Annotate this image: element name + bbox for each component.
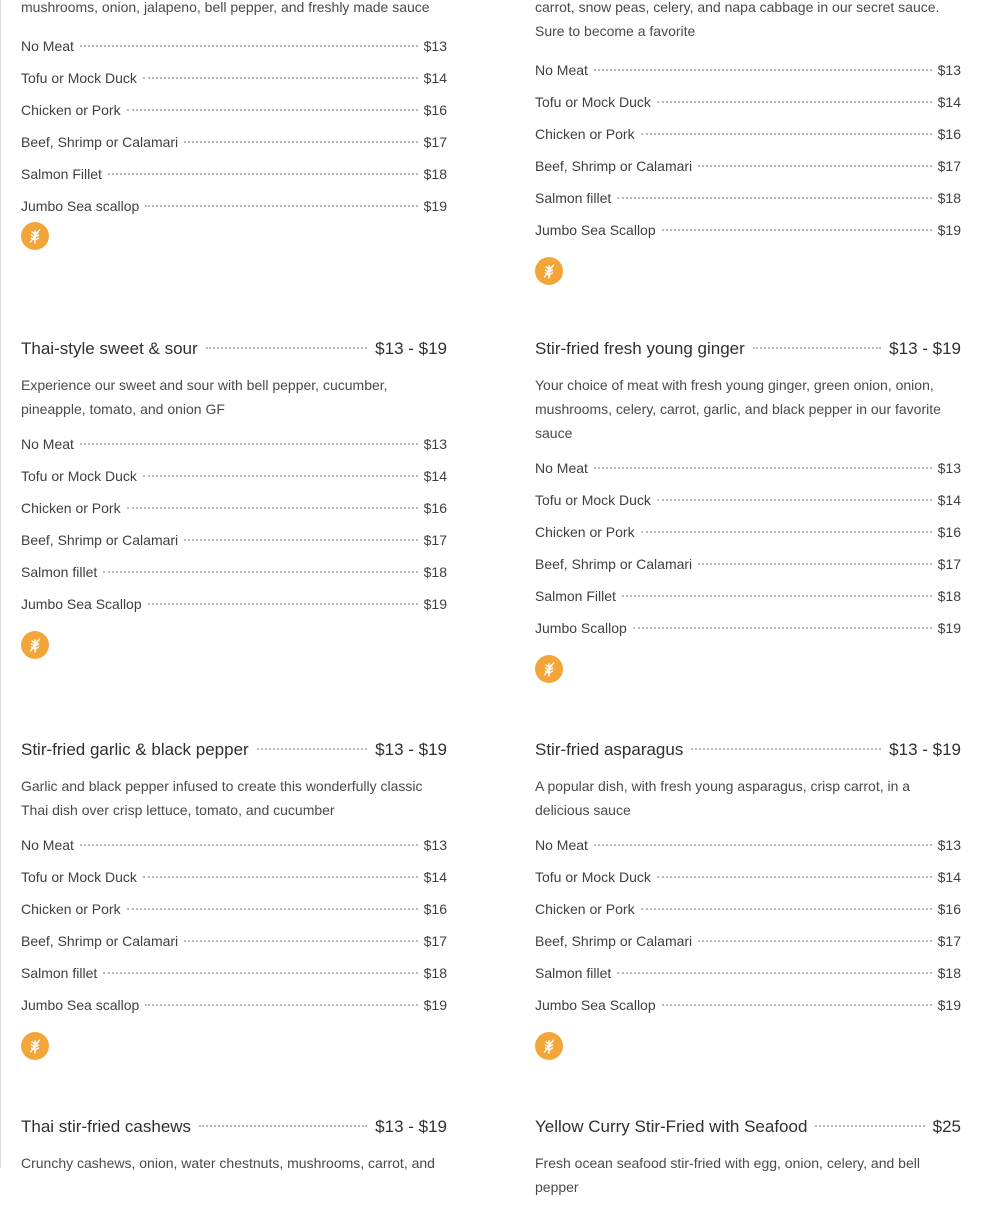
menu-item-young-ginger	[535, 333, 961, 683]
price-row: Beef, Shrimp or Calamari $17	[535, 556, 961, 572]
dish-header	[21, 1111, 447, 1143]
menu-item-cashews	[21, 1111, 447, 1182]
menu-item-sweet-sour	[21, 333, 447, 659]
dish-description: Experience our sweet and sour with bell pepper, cucumber, pineapple, tomato, and onion GF	[21, 377, 388, 417]
dish-description: A popular dish, with fresh young asparagus, crisp carrot, in a delicious sauce	[535, 778, 911, 818]
price-row: Salmon fillet $18	[535, 190, 961, 206]
price-row: Tofu or Mock Duck $14	[21, 468, 447, 484]
page-left-border	[0, 0, 1, 1168]
menu-item-yellow-curry-seafood	[535, 1111, 961, 1206]
price-row: Jumbo Sea scallop $19	[21, 198, 447, 214]
price-row: Beef, Shrimp or Calamari $17	[21, 134, 447, 150]
dish-title: Stir-fried asparagus	[535, 740, 684, 759]
dish-price-range: $13 - $19	[375, 339, 447, 358]
price-row: No Meat $13	[535, 62, 961, 78]
price-row: Jumbo Sea Scallop $19	[535, 997, 961, 1013]
dish-title: Stir-fried garlic & black pepper	[21, 740, 249, 759]
price-row: Tofu or Mock Duck $14	[535, 869, 961, 885]
price-row: Salmon Fillet $18	[535, 588, 961, 604]
price-row: Beef, Shrimp or Calamari $17	[535, 158, 961, 174]
price-list	[535, 452, 961, 644]
price-row: Chicken or Pork $16	[535, 126, 961, 142]
price-row: Chicken or Pork $16	[535, 524, 961, 540]
price-row: Beef, Shrimp or Calamari $17	[21, 933, 447, 949]
dish-title: Yellow Curry Stir-Fried with Seafood	[535, 1117, 808, 1136]
gluten-free-wheat-icon	[535, 1032, 563, 1060]
menu-item-asparagus	[535, 734, 961, 1060]
gluten-free-wheat-icon	[535, 655, 563, 683]
price-list	[535, 829, 961, 1021]
price-row: No Meat $13	[21, 837, 447, 853]
gluten-free-wheat-icon	[535, 257, 563, 285]
price-row: Chicken or Pork $16	[21, 500, 447, 516]
dish-header	[535, 734, 961, 766]
gluten-free-wheat-icon	[21, 631, 49, 659]
gluten-free-wheat-icon	[21, 1032, 49, 1060]
price-row: Chicken or Pork $16	[21, 901, 447, 917]
dish-price-range: $13 - $19	[889, 339, 961, 358]
price-row: Salmon Fillet $18	[21, 166, 447, 182]
dish-price-range: $13 - $19	[375, 1117, 447, 1136]
dish-header	[535, 1111, 961, 1143]
menu-item-garlic-pepper	[21, 734, 447, 1060]
dish-description: carrot, snow peas, celery, and napa cabbage in our secret sauce. Sure to become a favorite	[535, 0, 940, 39]
dish-title: Thai-style sweet & sour	[21, 339, 198, 358]
price-row: Chicken or Pork $16	[21, 102, 447, 118]
price-row: Tofu or Mock Duck $14	[21, 70, 447, 86]
dish-price-range: $13 - $19	[889, 740, 961, 759]
price-row: No Meat $13	[535, 460, 961, 476]
dish-header	[21, 734, 447, 766]
dish-header	[535, 333, 961, 365]
menu-item-continued-left	[21, 0, 447, 222]
price-row: No Meat $13	[21, 436, 447, 452]
price-row: Tofu or Mock Duck $14	[535, 94, 961, 110]
price-row: Beef, Shrimp or Calamari $17	[21, 532, 447, 548]
price-row: Jumbo Sea Scallop $19	[21, 596, 447, 612]
dish-description: mushrooms, onion, jalapeno, bell pepper, and freshly made sauce	[21, 0, 430, 15]
dish-title: Thai stir-fried cashews	[21, 1117, 192, 1136]
price-list	[21, 829, 447, 1021]
dish-header	[21, 333, 447, 365]
price-list	[21, 428, 447, 620]
price-row: Chicken or Pork $16	[535, 901, 961, 917]
price-row: Jumbo Scallop $19	[535, 620, 961, 636]
dish-price: $25	[932, 1117, 961, 1136]
price-row: Salmon fillet $18	[21, 965, 447, 981]
price-row: No Meat $13	[535, 837, 961, 853]
dish-price-range: $13 - $19	[375, 740, 447, 759]
price-row: Tofu or Mock Duck $14	[21, 869, 447, 885]
price-row: Jumbo Sea Scallop $19	[535, 222, 961, 238]
price-list	[21, 30, 447, 222]
price-row: Tofu or Mock Duck $14	[535, 492, 961, 508]
price-list	[535, 54, 961, 246]
dish-title: Stir-fried fresh young ginger	[535, 339, 745, 358]
dish-description: Garlic and black pepper infused to create this wonderfully classic Thai dish over crisp lettuce, tomato, and cucumber	[21, 778, 423, 818]
price-row: Beef, Shrimp or Calamari $17	[535, 933, 961, 949]
price-row: Salmon fillet $18	[535, 965, 961, 981]
price-row: No Meat $13	[21, 38, 447, 54]
dish-description: Fresh ocean seafood stir-fried with egg, onion, celery, and bell pepper	[535, 1155, 920, 1195]
menu-item-continued-right	[535, 0, 961, 285]
price-row: Salmon fillet $18	[21, 564, 447, 580]
gluten-free-wheat-icon	[21, 222, 49, 250]
dish-description: Crunchy cashews, onion, water chestnuts, mushrooms, carrot, and	[21, 1155, 435, 1171]
price-row: Jumbo Sea scallop $19	[21, 997, 447, 1013]
dish-description: Your choice of meat with fresh young ginger, green onion, onion, mushrooms, celery, carrot, garlic, and black pepper in our favorite sauce	[535, 377, 941, 441]
